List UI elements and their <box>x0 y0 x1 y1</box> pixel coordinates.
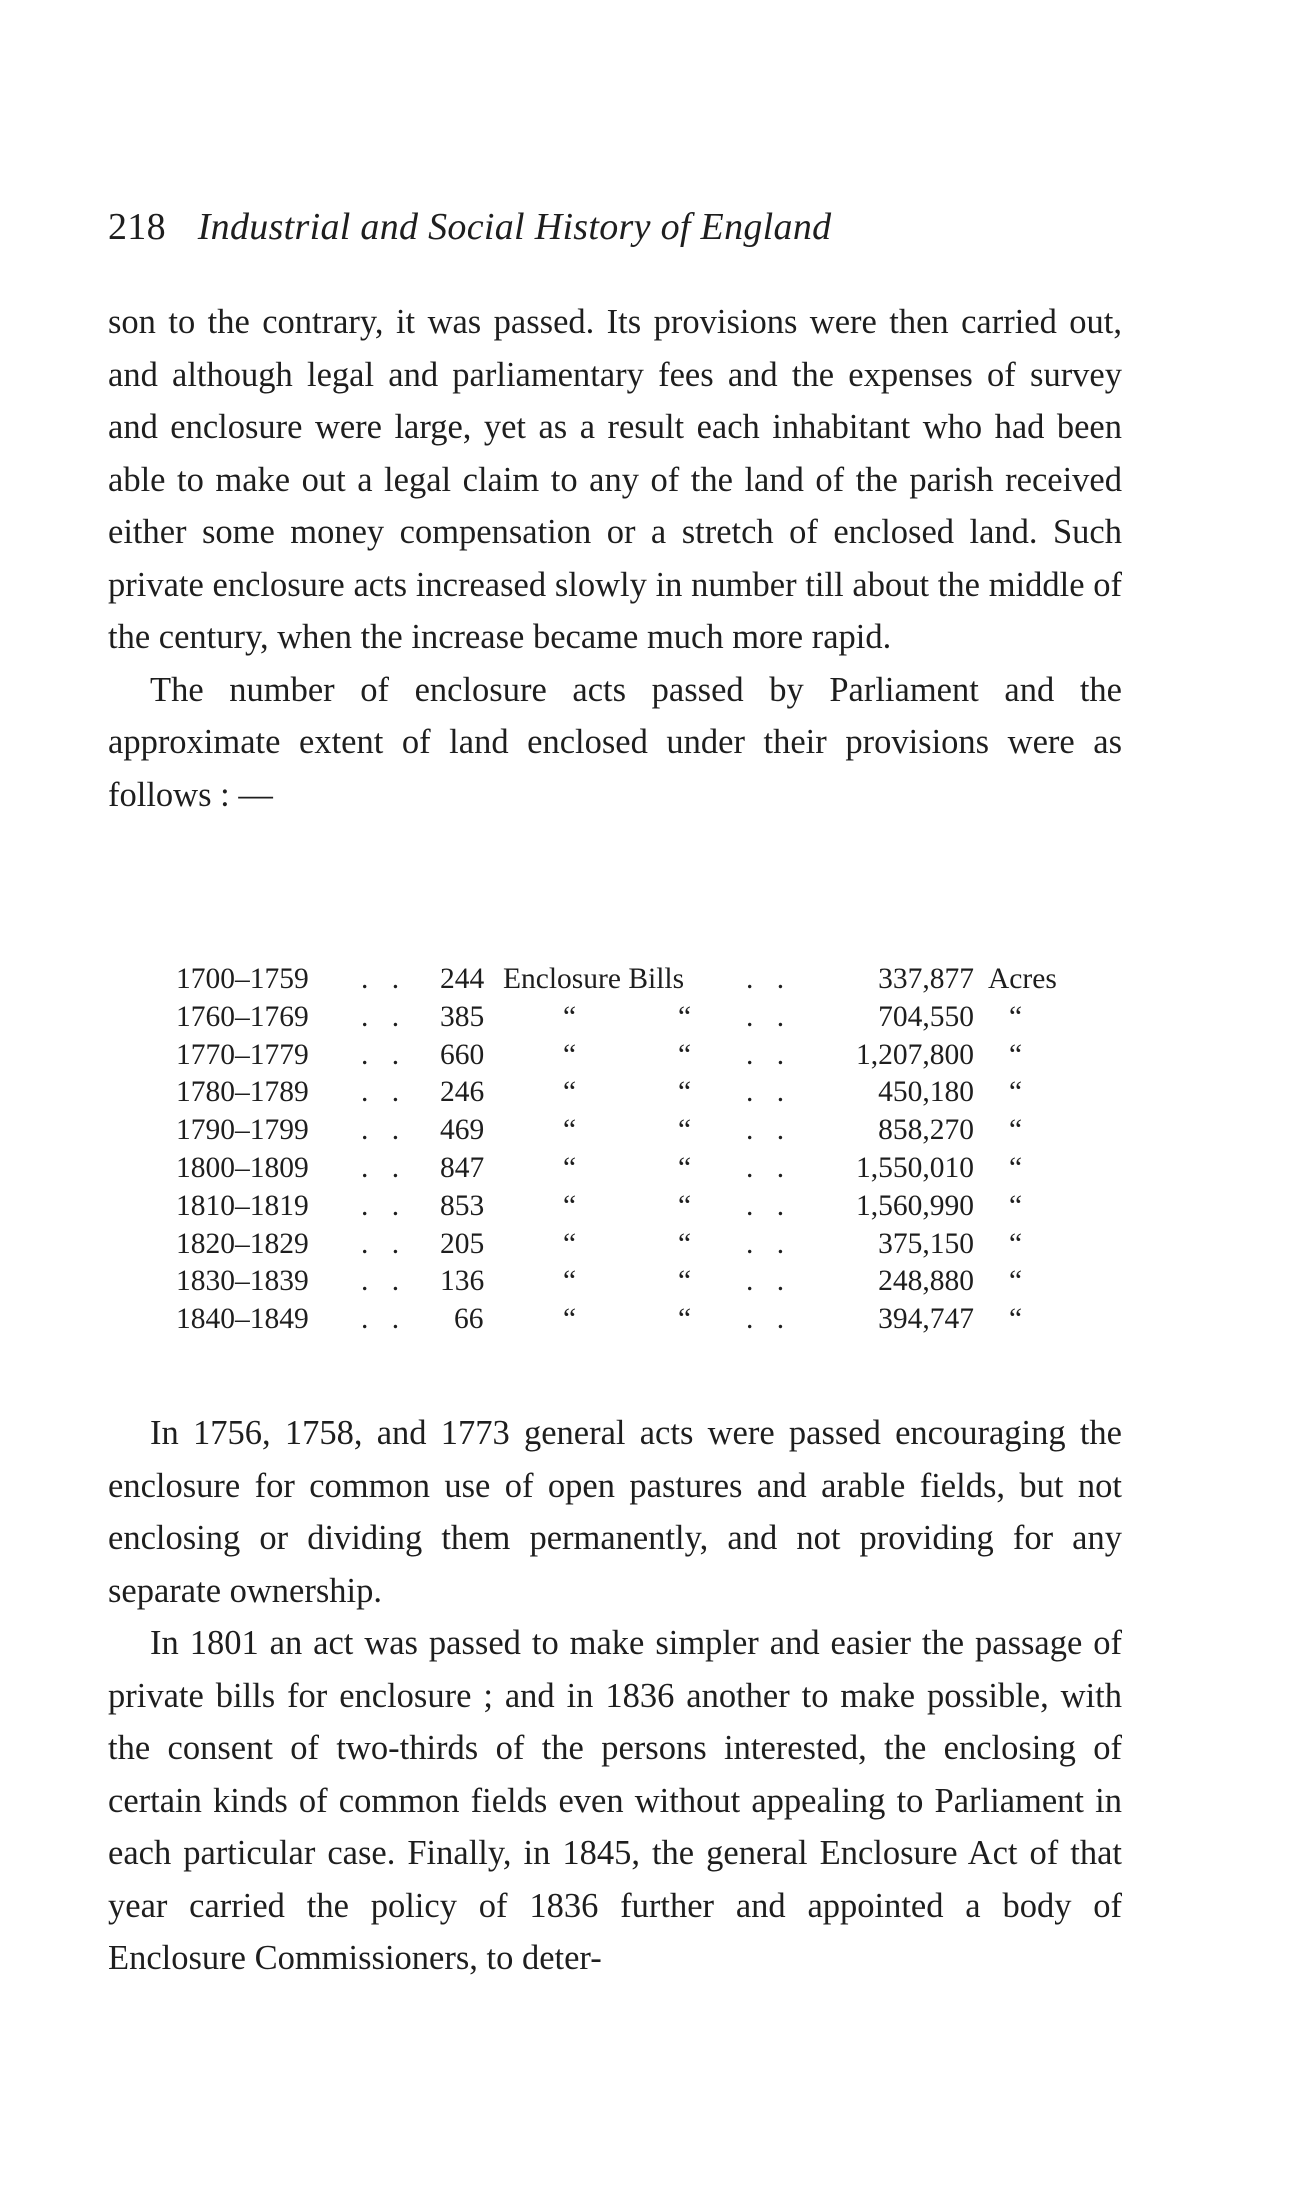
leader-dots: . . <box>746 1038 793 1071</box>
leader-dots: . . <box>746 1227 793 1260</box>
ditto-mark: “ <box>678 1114 692 1147</box>
leader-dots: . . <box>361 1303 408 1336</box>
ditto-mark: “ <box>678 1151 692 1184</box>
bills-cell: 853 <box>440 1189 485 1222</box>
bills-cell: 205 <box>440 1227 485 1260</box>
leader-dots: . . <box>746 1303 793 1336</box>
leader-dots: . . <box>746 1076 793 1109</box>
bills-cell: 469 <box>440 1114 485 1147</box>
leader-dots: . . <box>361 1076 408 1109</box>
ditto-mark: “ <box>1009 1038 1023 1071</box>
ditto-mark: “ <box>1009 1000 1023 1033</box>
acres-cell: 450,180 <box>878 1076 974 1109</box>
acres-cell: 248,880 <box>878 1265 974 1298</box>
running-title: Industrial and Social History of England <box>197 206 832 248</box>
acres-cell: 704,550 <box>878 1000 974 1033</box>
acres-cell: 394,747 <box>878 1303 974 1336</box>
leader-dots: . . <box>746 963 793 995</box>
acres-cell: 1,560,990 <box>856 1189 974 1222</box>
acres-cell: 1,550,010 <box>856 1151 974 1184</box>
ditto-mark: “ <box>1009 1076 1023 1109</box>
period-cell: 1820–1829 <box>176 1227 309 1260</box>
bills-cell: 847 <box>440 1151 485 1184</box>
leader-dots: . . <box>746 1151 793 1184</box>
period-cell: 1700–1759 <box>176 963 309 995</box>
text-block-bottom <box>108 1407 1122 1985</box>
paragraph-table-intro: The number of enclosure acts passed by Parliament and the approximate extent of land enclosed under their provisions were as follows : — <box>108 670 1122 814</box>
acres-cell: 337,877 <box>878 963 974 995</box>
leader-dots: . . <box>746 1189 793 1222</box>
bills-cell: 136 <box>440 1265 485 1298</box>
paragraph-continued: son to the contrary, it was passed. Its provisions were then carried out, and although legal and parliamentary fees and the expenses of survey and enclosure were large, yet as a result each inhabitant who had been able to make out a legal claim to any of the land of the parish received either some money compensation or a stretch of enclosed land. Such private enclosure acts increased slowly in number till about the middle of the century, when the increase became much more rapid. <box>108 303 1122 656</box>
leader-dots: . . <box>746 1000 793 1033</box>
period-cell: 1770–1779 <box>176 1038 309 1071</box>
ditto-mark: “ <box>1009 1114 1023 1147</box>
leader-dots: . . <box>746 1114 793 1147</box>
running-head <box>108 205 1128 249</box>
leader-dots: . . <box>361 1151 408 1184</box>
ditto-mark: “ <box>563 1038 577 1071</box>
bills-cell: 66 <box>454 1303 484 1336</box>
bills-cell: 660 <box>440 1038 485 1071</box>
text-block-top <box>108 296 1122 821</box>
ditto-mark: “ <box>563 1227 577 1260</box>
period-cell: 1760–1769 <box>176 1000 309 1033</box>
paragraph-general-acts: In 1756, 1758, and 1773 general acts were passed encouraging the enclosure for common use of open pastures and arable fields, but not enclosing or dividing them permanently, and not providing for any separate ownership. <box>108 1414 1122 1610</box>
ditto-mark: “ <box>678 1189 692 1222</box>
ditto-mark: “ <box>563 1189 577 1222</box>
bills-cell: 246 <box>440 1076 485 1109</box>
acres-label: Acres <box>988 963 1057 995</box>
leader-dots: . . <box>746 1265 793 1298</box>
ditto-mark: “ <box>1009 1189 1023 1222</box>
ditto-mark: “ <box>678 1227 692 1260</box>
acres-cell: 1,207,800 <box>856 1038 974 1071</box>
leader-dots: . . <box>361 1227 408 1260</box>
bills-cell: 385 <box>440 1000 485 1033</box>
leader-dots: . . <box>361 1114 408 1147</box>
ditto-mark: “ <box>1009 1151 1023 1184</box>
ditto-mark: “ <box>563 1265 577 1298</box>
period-cell: 1800–1809 <box>176 1151 309 1184</box>
period-cell: 1840–1849 <box>176 1303 309 1336</box>
page-number: 218 <box>108 206 166 248</box>
leader-dots: . . <box>361 1038 408 1071</box>
ditto-mark: “ <box>563 1000 577 1033</box>
ditto-mark: “ <box>678 1265 692 1298</box>
ditto-mark: “ <box>1009 1227 1023 1260</box>
bills-cell: 244 <box>440 963 485 995</box>
ditto-mark: “ <box>563 1303 577 1336</box>
bills-label: Enclosure Bills <box>503 963 685 995</box>
ditto-mark: “ <box>1009 1265 1023 1298</box>
period-cell: 1790–1799 <box>176 1114 309 1147</box>
acres-cell: 858,270 <box>878 1114 974 1147</box>
leader-dots: . . <box>361 1000 408 1033</box>
ditto-mark: “ <box>563 1151 577 1184</box>
period-cell: 1810–1819 <box>176 1189 309 1222</box>
ditto-mark: “ <box>678 1000 692 1033</box>
period-cell: 1830–1839 <box>176 1265 309 1298</box>
leader-dots: . . <box>361 1265 408 1298</box>
ditto-mark: “ <box>678 1303 692 1336</box>
leader-dots: . . <box>361 1189 408 1222</box>
ditto-mark: “ <box>563 1114 577 1147</box>
period-cell: 1780–1789 <box>176 1076 309 1109</box>
paragraph-act-1801: In 1801 an act was passed to make simpler and easier the passage of private bills for enclosure ; and in 1836 another to make possible, with the consent of two-thirds of the persons interested, the enclosing of certain kinds of common fields even without appealing to Parliament in each particular case. Finally, in 1845, the general Enclosure Act of that year carried the policy of 1836 further and appointed a body of Enclosure Commissioners, to deter- <box>108 1624 1122 1977</box>
ditto-mark: “ <box>678 1038 692 1071</box>
ditto-mark: “ <box>1009 1303 1023 1336</box>
ditto-mark: “ <box>678 1076 692 1109</box>
acres-cell: 375,150 <box>878 1227 974 1260</box>
ditto-mark: “ <box>563 1076 577 1109</box>
leader-dots: . . <box>361 963 408 995</box>
